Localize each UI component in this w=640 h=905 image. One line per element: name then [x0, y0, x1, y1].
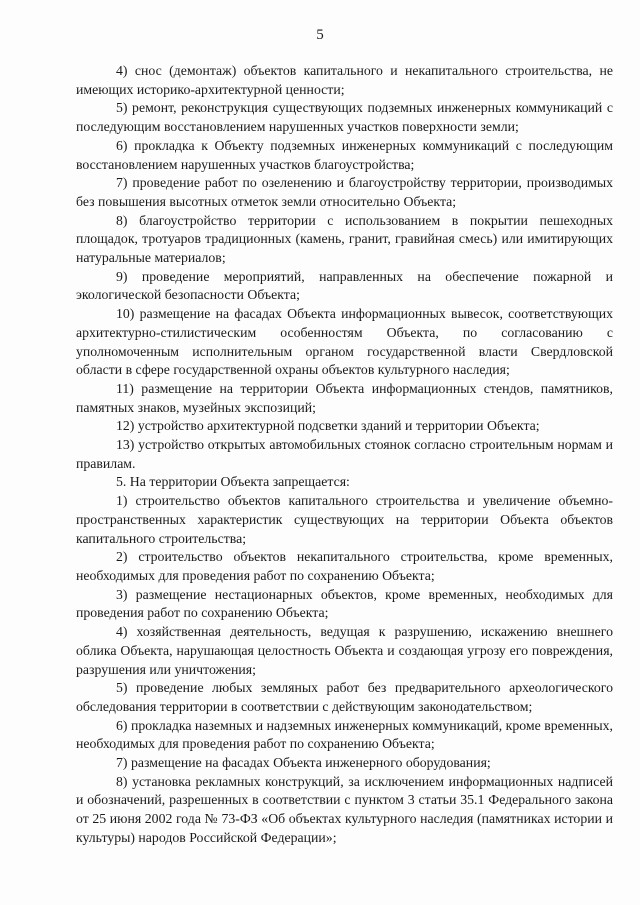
paragraph: 2) строительство объектов некапитального строительства, кроме временных, необходимых для проведения работ по сохранению Объекта;	[76, 549, 613, 583]
paragraph: 5) проведение любых земляных работ без предварительного археологического обследования территории в соответствии с действующим законодательством;	[76, 680, 613, 714]
paragraph: 8) благоустройство территории с использованием в покрытии пешеходных площадок, тротуаров традиционных (камень, гранит, гравийная смесь) или имитирующих натуральные материалов;	[76, 212, 613, 266]
paragraph: 8) установка рекламных конструкций, за исключением информационных надписей и обозначений, разрешенных в соответствии с пунктом 3 статьи 35.1 Федерального закона от 25 июня 2002 года № 73-ФЗ «Об объектах культурного наследия (памятниках истории и культуры) народов Российской Федерации»;	[76, 773, 613, 845]
paragraph: 5) ремонт, реконструкция существующих подземных инженерных коммуникаций с последующим восстановлением нарушенных участков поверхности земли;	[76, 100, 613, 135]
paragraph: 1) строительство объектов капитального строительства и увеличение объемно-пространственных характеристик существующих на территории Объекта объектов капитального строительства;	[76, 493, 613, 546]
paragraph: 6) прокладка наземных и надземных инженерных коммуникаций, кроме временных, необходимых для проведения работ по сохранению Объекта;	[76, 717, 613, 752]
paragraph: 4) снос (демонтаж) объектов капитального и некапитального строительства, не имеющих историко-архитектурной ценности;	[76, 63, 613, 97]
document-body	[76, 62, 613, 848]
paragraph: 11) размещение на территории Объекта информационных стендов, памятников, памятных знаков, музейных экспозиций;	[76, 380, 613, 415]
paragraph: 10) размещение на фасадах Объекта информационных вывесок, соответствующих архитектурно-стилистическим особенностям Объекта, по согласованию с уполномоченным исполнительным органом государственной власти Свердловской области в сфере государственной охраны объектов культурного наследия;	[76, 306, 613, 378]
section-heading: 5. На территории Объекта запрещается:	[116, 474, 350, 490]
paragraph: 6) прокладка к Объекту подземных инженерных коммуникаций с последующим восстановлением нарушенных участков благоустройства;	[76, 137, 613, 172]
paragraph: 9) проведение мероприятий, направленных на обеспечение пожарной и экологической безопасности Объекта;	[76, 268, 613, 303]
paragraph: 3) размещение нестационарных объектов, кроме временных, необходимых для проведения работ по сохранению Объекта;	[76, 586, 613, 621]
paragraph: 12) устройство архитектурной подсветки зданий и территории Объекта;	[116, 418, 540, 434]
paragraph: 7) размещение на фасадах Объекта инженерного оборудования;	[116, 755, 491, 771]
paragraph: 13) устройство открытых автомобильных стоянок согласно строительным нормам и правилам.	[76, 437, 613, 471]
page-number: 5	[316, 27, 324, 43]
paragraph: 4) хозяйственная деятельность, ведущая к разрушению, искажению внешнего облика Объекта, нарушающая целостность Объекта и создающая угрозу его повреждения, разрушения или уничтожения;	[76, 624, 613, 677]
paragraph: 7) проведение работ по озеленению и благоустройству территории, производимых без повышения высотных отметок земли относительно Объекта;	[76, 175, 613, 209]
